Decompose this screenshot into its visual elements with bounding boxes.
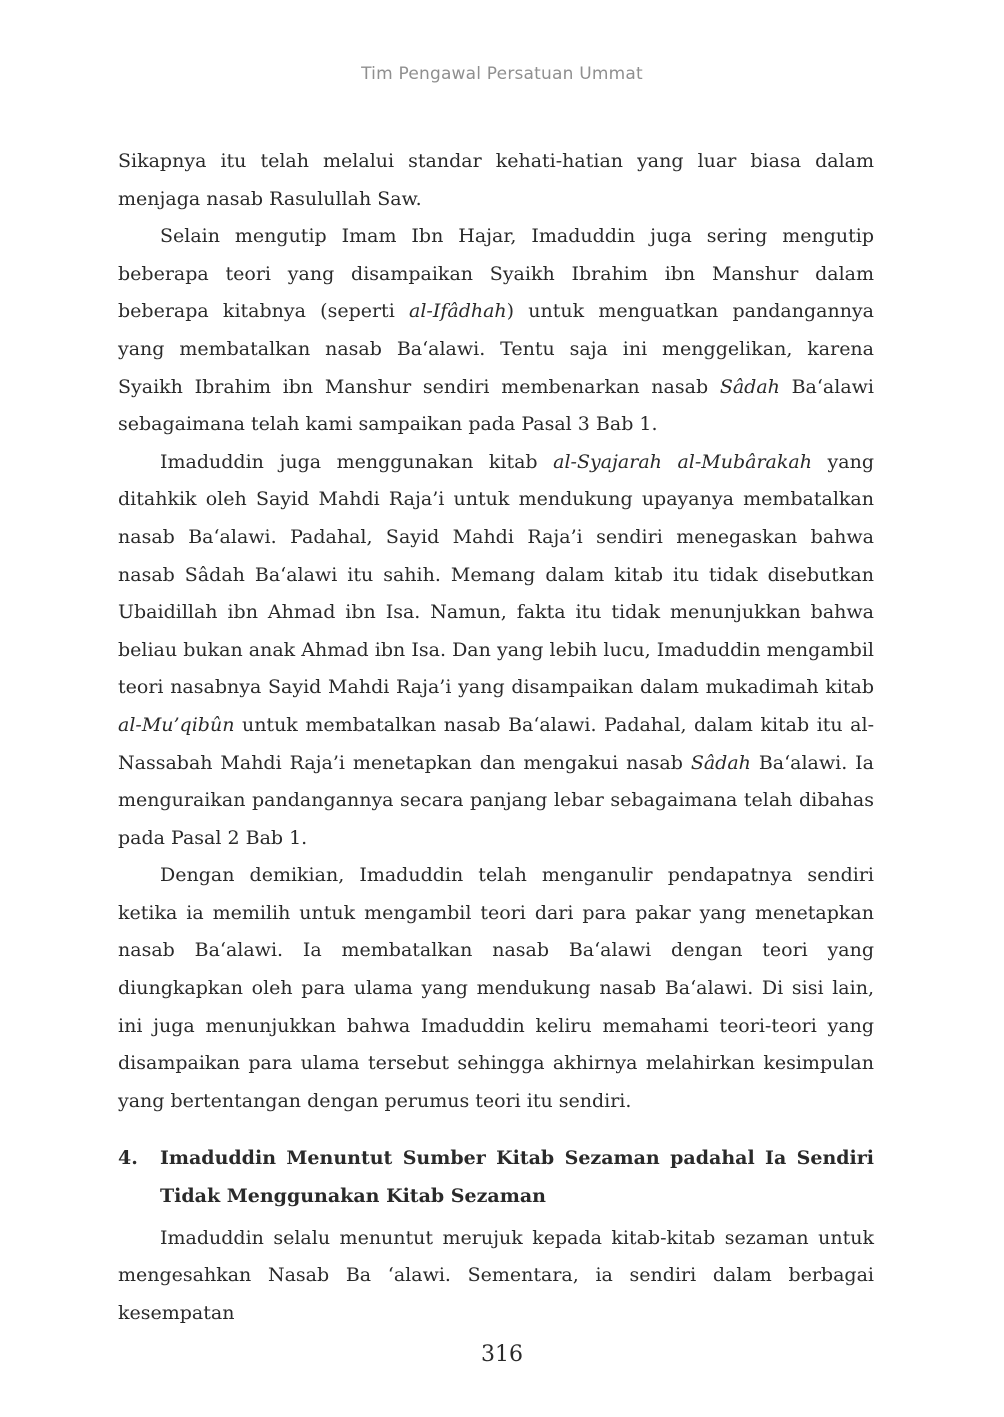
paragraph	[118, 1220, 874, 1333]
running-header: Tim Pengawal Persatuan Ummat	[361, 64, 643, 84]
paragraph-continuation	[118, 143, 874, 218]
text-run: Imaduddin juga menggunakan kitab	[160, 450, 554, 473]
section-title: Imaduddin Menuntut Sumber Kitab Sezaman padahal Ia Sendiri Tidak Menggunakan Kitab Sezaman	[160, 1147, 874, 1208]
book-title-italic: al-Syajarah al-Mubârakah	[553, 450, 812, 473]
paragraph	[118, 218, 874, 444]
book-title-italic: al-Mu’qibûn	[118, 713, 235, 736]
text-run: Ba‘alawi. Ia menguraikan pandangannya secara panjang lebar sebagaimana telah dibahas pada Pasal 2 Bab 1.	[118, 751, 874, 849]
section-heading	[118, 1140, 874, 1215]
text-run: untuk membatalkan nasab Ba‘alawi. Padahal, dalam kitab itu al-Nassabah Mahdi Raja’i menetapkan dan mengakui nasab	[118, 713, 874, 774]
text-run: Selain mengutip Imam Ibn Hajar, Imaduddin juga sering mengutip beberapa teori yang disampaikan Syaikh Ibrahim ibn Manshur dalam beberapa kitabnya (seperti	[118, 225, 874, 323]
section-number: 4.	[118, 1147, 138, 1170]
body-text	[118, 143, 874, 1332]
paragraph	[118, 444, 874, 858]
text-run: Dengan demikian, Imaduddin telah menganulir pendapatnya sendiri ketika ia memilih untuk mengambil teori dari para pakar yang menetapkan nasab Ba‘alawi. Ia membatalkan nasab Ba‘alawi dengan teori yang diungkapkan oleh para ulama yang mendukung nasab Ba‘alawi. Di sisi lain, ini juga menunjukkan bahwa Imaduddin keliru memahami teori-teori yang disampaikan para ulama tersebut sehingga akhirnya melahirkan kesimpulan yang bertentangan dengan perumus teori itu sendiri.	[118, 864, 874, 1112]
text-run: yang ditahkik oleh Sayid Mahdi Raja’i untuk mendukung upayanya membatalkan nasab Ba‘alawi. Padahal, Sayid Mahdi Raja’i sendiri menegaskan bahwa nasab Sâdah Ba‘alawi itu sahih. Memang dalam kitab itu tidak disebutkan Ubaidillah ibn Ahmad ibn Isa. Namun, fakta itu tidak menunjukkan bahwa beliau bukan anak Ahmad ibn Isa. Dan yang lebih lucu, Imaduddin mengambil teori nasabnya Sayid Mahdi Raja’i yang disampaikan dalam mukadimah kitab	[118, 450, 874, 699]
term-italic: Sâdah	[719, 375, 780, 398]
text-run: Imaduddin selalu menuntut merujuk kepada kitab-kitab sezaman untuk mengesahkan Nasab Ba ‘alawi. Sementara, ia sendiri dalam berbagai kesempatan	[118, 1226, 874, 1324]
paragraph	[118, 857, 874, 1120]
page-number: 316	[481, 1342, 523, 1367]
term-italic: Sâdah	[690, 751, 751, 774]
text-run: Sikapnya itu telah melalui standar kehati-hatian yang luar biasa dalam menjaga nasab Rasulullah Saw.	[118, 150, 874, 210]
text-run: Ba‘alawi sebagaimana telah kami sampaikan pada Pasal 3 Bab 1.	[118, 375, 874, 436]
text-run: ) untuk menguatkan pandangannya yang membatalkan nasab Ba‘alawi. Tentu saja ini menggelikan, karena Syaikh Ibrahim ibn Manshur sendiri membenarkan nasab	[118, 300, 874, 398]
book-title-italic: al-Ifâdhah	[409, 300, 507, 323]
